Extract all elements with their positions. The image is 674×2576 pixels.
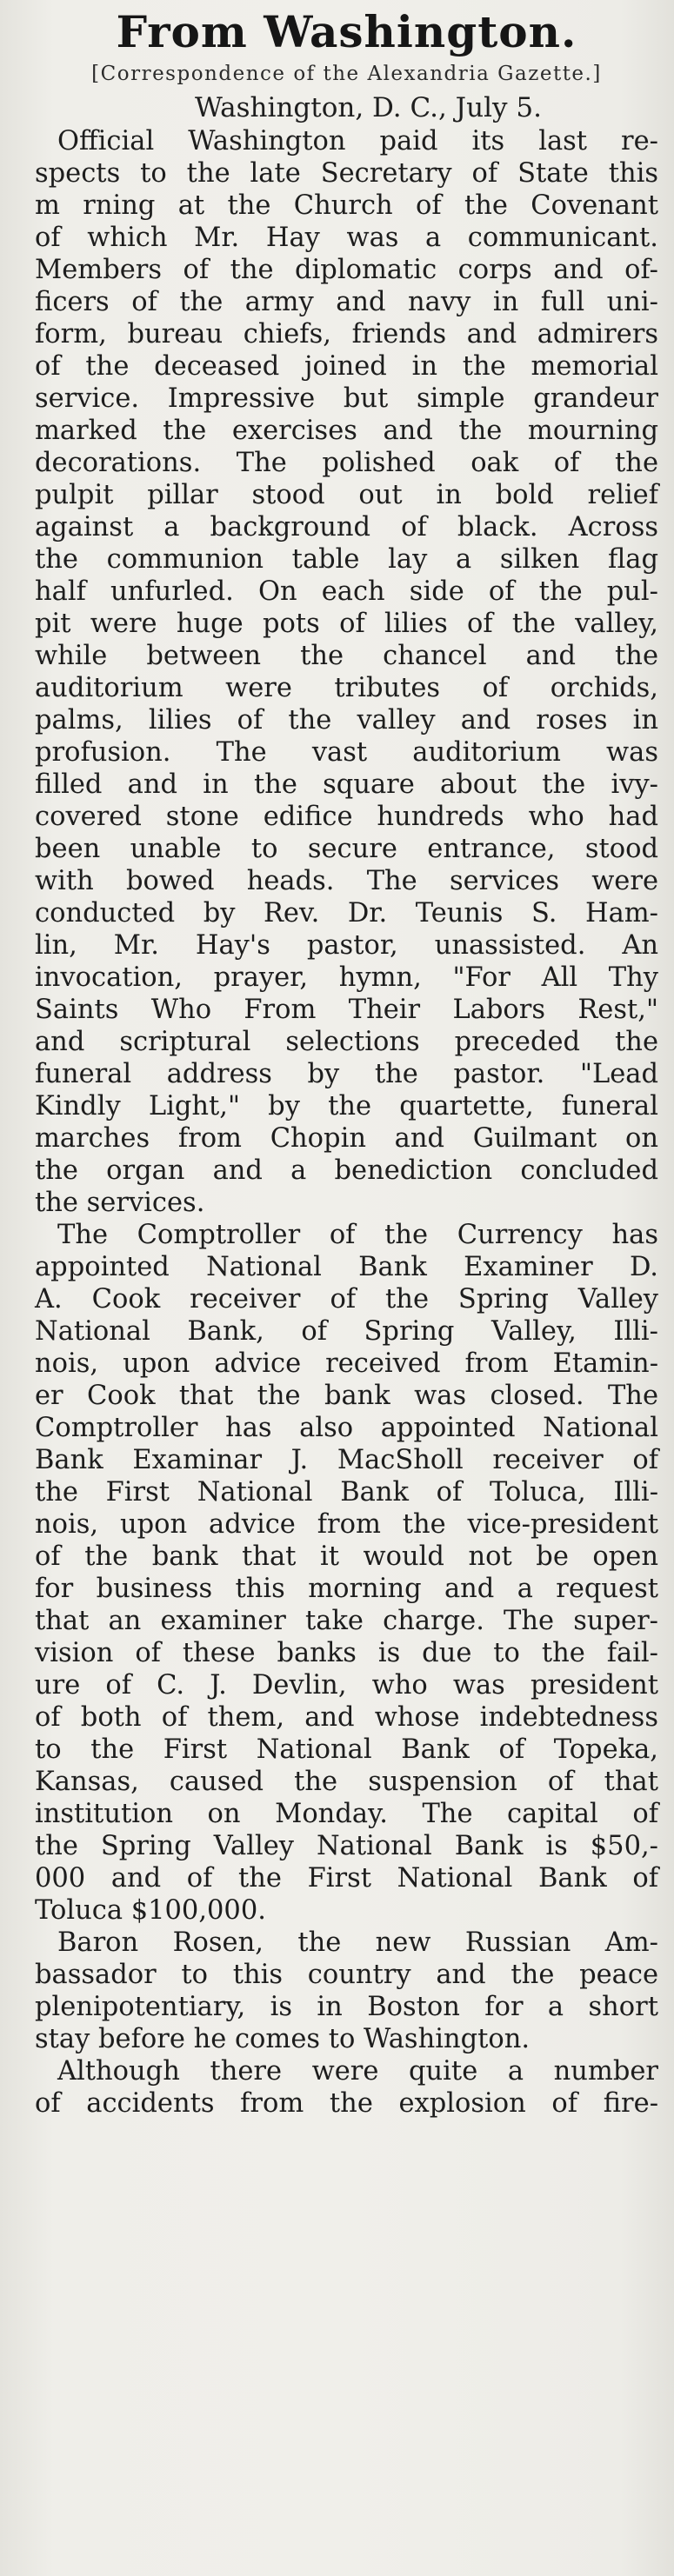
text-line: the communion table lay a silken flag bbox=[35, 544, 658, 575]
text-line: half unfurled. On each side of the pul- bbox=[35, 576, 658, 607]
text-line: plenipotentiary, is in Boston for a short bbox=[35, 1992, 658, 2022]
text-line: the Spring Valley National Bank is $50,- bbox=[35, 1831, 658, 1861]
text-line: the First National Bank of Toluca, Illi- bbox=[35, 1477, 658, 1508]
text-line: nois, upon advice from the vice-president bbox=[35, 1509, 658, 1540]
text-line: Official Washington paid its last re- bbox=[57, 126, 658, 156]
text-line: appointed National Bank Examiner D. bbox=[35, 1252, 658, 1282]
text-line: nois, upon advice received from Etamin- bbox=[35, 1348, 658, 1379]
text-line: palms, lilies of the valley and roses in bbox=[35, 705, 658, 736]
correspondence-credit: [Correspondence of the Alexandria Gazette.] bbox=[91, 63, 602, 85]
text-line: of which Mr. Hay was a communicant. bbox=[35, 223, 658, 253]
text-line: bassador to this country and the peace bbox=[35, 1960, 658, 1990]
text-line: lin, Mr. Hay's pastor, unassisted. An bbox=[35, 930, 658, 961]
text-line: of both of them, and whose indebtedness bbox=[35, 1702, 658, 1733]
text-line: against a background of black. Across bbox=[35, 512, 658, 542]
text-line: been unable to secure entrance, stood bbox=[35, 834, 658, 864]
text-line: er Cook that the bank was closed. The bbox=[35, 1381, 658, 1411]
text-line: profusion. The vast auditorium was bbox=[35, 737, 658, 768]
article-paragraph bbox=[35, 1219, 658, 1927]
text-line: m rning at the Church of the Covenant bbox=[35, 190, 658, 221]
text-line: for business this morning and a request bbox=[35, 1574, 658, 1604]
text-line: The Comptroller of the Currency has bbox=[57, 1220, 658, 1250]
text-line: conducted by Rev. Dr. Teunis S. Ham- bbox=[35, 898, 658, 929]
text-line: while between the chancel and the bbox=[35, 641, 658, 671]
text-line: to the First National Bank of Topeka, bbox=[35, 1734, 658, 1765]
text-line: Members of the diplomatic corps and of- bbox=[35, 255, 658, 285]
article-paragraph bbox=[35, 2055, 658, 2120]
text-line: that an examiner take charge. The super- bbox=[35, 1606, 658, 1636]
text-line: of the deceased joined in the memorial bbox=[35, 351, 658, 382]
dateline: Washington, D. C., July 5. bbox=[195, 92, 542, 123]
text-line: with bowed heads. The services were bbox=[35, 866, 658, 896]
article-paragraph bbox=[35, 125, 658, 1219]
text-line: vision of these banks is due to the fail- bbox=[35, 1638, 658, 1668]
text-line: institution on Monday. The capital of bbox=[35, 1799, 658, 1829]
text-line: Toluca $100,000. bbox=[35, 1895, 266, 1926]
text-line: the organ and a benediction concluded bbox=[35, 1155, 658, 1186]
text-line: pit were huge pots of lilies of the valley, bbox=[35, 609, 658, 639]
text-line: ficers of the army and navy in full uni- bbox=[35, 287, 658, 317]
text-line: Comptroller has also appointed National bbox=[35, 1413, 658, 1443]
text-line: marked the exercises and the mourning bbox=[35, 416, 658, 446]
text-line: and scriptural selections preceded the bbox=[35, 1027, 658, 1057]
article-paragraph bbox=[35, 1927, 658, 2055]
text-line: pulpit pillar stood out in bold relief bbox=[35, 480, 658, 510]
text-line: decorations. The polished oak of the bbox=[35, 448, 658, 478]
text-line: marches from Chopin and Guilmant on bbox=[35, 1123, 658, 1154]
text-line: spects to the late Secretary of State this bbox=[35, 158, 658, 189]
text-line: of accidents from the explosion of fire- bbox=[35, 2088, 658, 2119]
text-line: form, bureau chiefs, friends and admirers bbox=[35, 319, 658, 349]
text-line: Bank Examinar J. MacSholl receiver of bbox=[35, 1445, 658, 1475]
text-line: Kansas, caused the suspension of that bbox=[35, 1767, 658, 1797]
article-body bbox=[35, 125, 658, 2120]
text-line: stay before he comes to Washington. bbox=[35, 2024, 531, 2054]
text-line: the services. bbox=[35, 1188, 205, 1218]
text-line: service. Impressive but simple grandeur bbox=[35, 383, 658, 414]
text-line: Saints Who From Their Labors Rest," bbox=[35, 995, 658, 1025]
text-line: auditorium were tributes of orchids, bbox=[35, 673, 658, 703]
text-line: Kindly Light," by the quartette, funeral bbox=[35, 1091, 658, 1122]
text-line: 000 and of the First National Bank of bbox=[35, 1863, 658, 1894]
headline: From Washington. bbox=[116, 6, 577, 57]
text-line: Although there were quite a number bbox=[57, 2056, 658, 2087]
text-line: Baron Rosen, the new Russian Am- bbox=[57, 1927, 658, 1958]
text-line: funeral address by the pastor. "Lead bbox=[35, 1059, 658, 1089]
text-line: National Bank, of Spring Valley, Illi- bbox=[35, 1316, 658, 1347]
text-line: of the bank that it would not be open bbox=[35, 1541, 658, 1572]
text-line: filled and in the square about the ivy- bbox=[35, 769, 658, 800]
text-line: invocation, prayer, hymn, "For All Thy bbox=[35, 962, 658, 993]
text-line: ure of C. J. Devlin, who was president bbox=[35, 1670, 658, 1701]
text-line: covered stone edifice hundreds who had bbox=[35, 802, 658, 832]
text-line: A. Cook receiver of the Spring Valley bbox=[35, 1284, 658, 1315]
